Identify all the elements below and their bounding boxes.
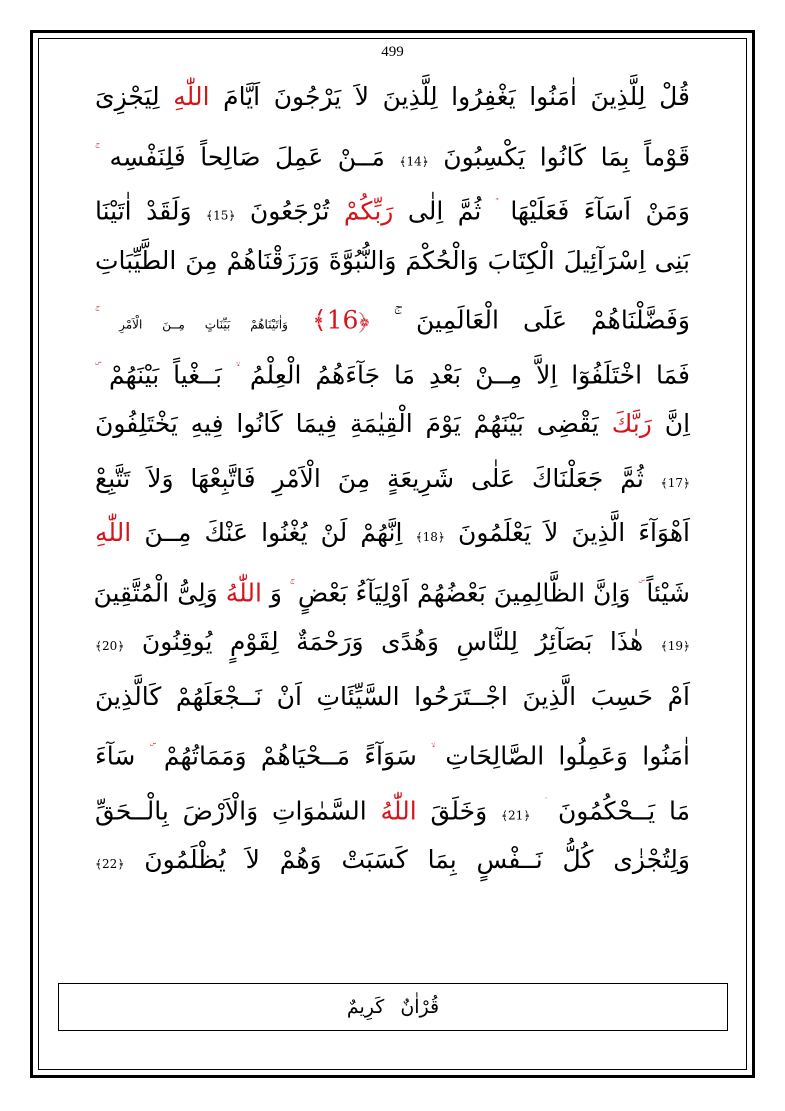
text-line (95, 397, 690, 452)
text-line (95, 615, 690, 670)
page-number: 499 (381, 44, 404, 60)
ayah-number: ﴿15﴾ (206, 208, 236, 223)
highlighted-word: اللّٰهِ (173, 82, 210, 111)
text-line (95, 288, 690, 343)
highlighted-word: اللّٰهُ (380, 795, 417, 825)
highlighted-word: ﴿16﴾ (312, 305, 370, 335)
text-segment: وَلِتُجْزٰى كُلُّ نَــفْسٍ بِمَا كَسَبَتْ وَهُمْ لاَ يُظْلَمُونَ (144, 845, 690, 874)
text-segment: شَيْئاً (646, 577, 690, 607)
text-segment: وَ (269, 577, 282, 607)
text-segment: ثُمَّ جَعَلْنَاكَ عَلٰى شَرِيعَةٍ مِنَ الْاَمْرِ فَاتَّبِعْهَا وَلاَ تَتَّبِعْ (95, 463, 644, 493)
text-segment: اِنَّ (664, 409, 691, 438)
text-line (95, 561, 690, 616)
highlighted-word: رَبِّكُمْ (343, 196, 394, 226)
text-segment: يَقْضِى بَيْنَهُمْ يَوْمَ الْقِيٰمَةِ فِيمَا كَانُوا فِيهِ يَخْتَلِفُونَ (95, 409, 599, 438)
text-segment: فَمَا اخْتَلَفُوٓا اِلاَّ مِــنْ بَعْدِ مَا جَآءَهُمُ الْعِلْمُ (249, 359, 690, 389)
highlighted-word: اللّٰهُ (225, 577, 262, 607)
text-segment: اٰمَنُوا وَعَمِلُوا الصَّالِحَاتِ (445, 741, 691, 771)
text-line (95, 179, 690, 234)
text-segment: بَنِى اِسْرَآئِيلَ الْكِتَابَ وَالْحُكْمَ وَالنُّبُوَّةَ وَرَزَقْنَاهُمْ مِنَ الطَّيِّبَاتِ (95, 245, 690, 275)
text-segment: بَــغْياً بَيْنَهُمْ (108, 359, 222, 389)
text-segment: وَفَضَّلْنَاهُمْ عَلَى الْعَالَمِينَ (416, 305, 691, 335)
ayah-number: ﴿20﴾ (95, 639, 125, 653)
text-line (95, 234, 690, 289)
text-line (95, 506, 690, 561)
text-segment: وَلِىُّ الْمُتَّقِينَ (93, 577, 218, 607)
text-segment: السَّمٰوَاتِ وَالْاَرْضَ بِالْــحَقِّ (95, 795, 367, 825)
ayah-number: ﴿17﴾ (660, 475, 690, 490)
text-segment: تُرْجَعُونَ (249, 196, 330, 226)
text-segment: سَوَآءً مَــحْيَاهُمْ وَمَمَاتُهُمْ (163, 741, 417, 771)
text-line (95, 833, 690, 888)
ayah-number: ﴿21﴾ (501, 807, 531, 822)
ayah-number: ﴿22﴾ (95, 857, 125, 871)
text-segment: هٰذَا بَصَآئِرُ لِلنَّاسِ وَهُدًى وَرَحْمَةٌ لِقَوْمٍ يُوقِنُونَ (141, 627, 644, 656)
text-segment: اَهْوَآءَ الَّذِينَ لاَ يَعْلَمُونَ (458, 518, 690, 547)
footer-box (58, 983, 728, 1031)
text-line (95, 125, 690, 180)
text-line (95, 724, 690, 779)
highlighted-word: رَبَّكَ (611, 409, 652, 438)
highlighted-word: اللّٰهِ (95, 518, 132, 547)
text-line (95, 343, 690, 398)
text-line (95, 779, 690, 834)
text-segment: وَاِنَّ الظَّالِمِينَ بَعْضُهُمْ اَوْلِيَآءُ بَعْضٍ (297, 577, 631, 607)
text-segment: ثُمَّ اِلٰى (407, 196, 482, 226)
text-segment: وَلَقَدْ اٰتَيْنَا (95, 196, 192, 226)
text-segment: لِيَجْزِىَ (95, 82, 160, 111)
text-line (95, 452, 690, 507)
ayah-number: وَاٰتَيْنَاهُمْ بَيِّنَاتٍ مِــنَ الْاَمْرِ (119, 317, 288, 332)
text-segment: اَمْ حَسِبَ الَّذِينَ اجْــتَرَحُوا السَّيِّئَاتِ اَنْ نَــجْعَلَهُمْ كَالَّذِينَ (95, 681, 690, 711)
text-segment: وَمَنْ اَسَآءَ فَعَلَيْهَا (510, 196, 690, 226)
text-segment: مَا يَــحْكُمُونَ (557, 795, 691, 825)
text-segment: اِنَّهُمْ لَنْ يُغْنُوا عَنْكَ مِــنَ (144, 518, 403, 547)
ayah-number: ﴿14﴾ (399, 153, 429, 168)
text-segment: قُلْ لِلَّذِينَ اٰمَنُوا يَغْفِرُوا لِلَّذِينَ لاَ يَرْجُونَ اَيَّامَ (223, 82, 691, 111)
text-segment: قَوْماً بِمَا كَانُوا يَكْسِبُونَ (443, 141, 691, 171)
text-line (95, 670, 690, 725)
text-line (95, 70, 690, 125)
footer-word-2: كَرِيمٌ (346, 996, 385, 1018)
text-segment: وَخَلَقَ (430, 795, 488, 825)
text-segment: مَــنْ عَمِلَ صَالِحاً فَلِنَفْسِه (109, 141, 385, 171)
quran-text-block (95, 70, 690, 888)
text-segment: سَآءَ (95, 741, 136, 771)
ayah-number: ﴿19﴾ (660, 639, 691, 653)
footer-word-1: قُرْاٰنٌ (400, 996, 440, 1018)
ayah-number: ﴿18﴾ (415, 530, 445, 544)
